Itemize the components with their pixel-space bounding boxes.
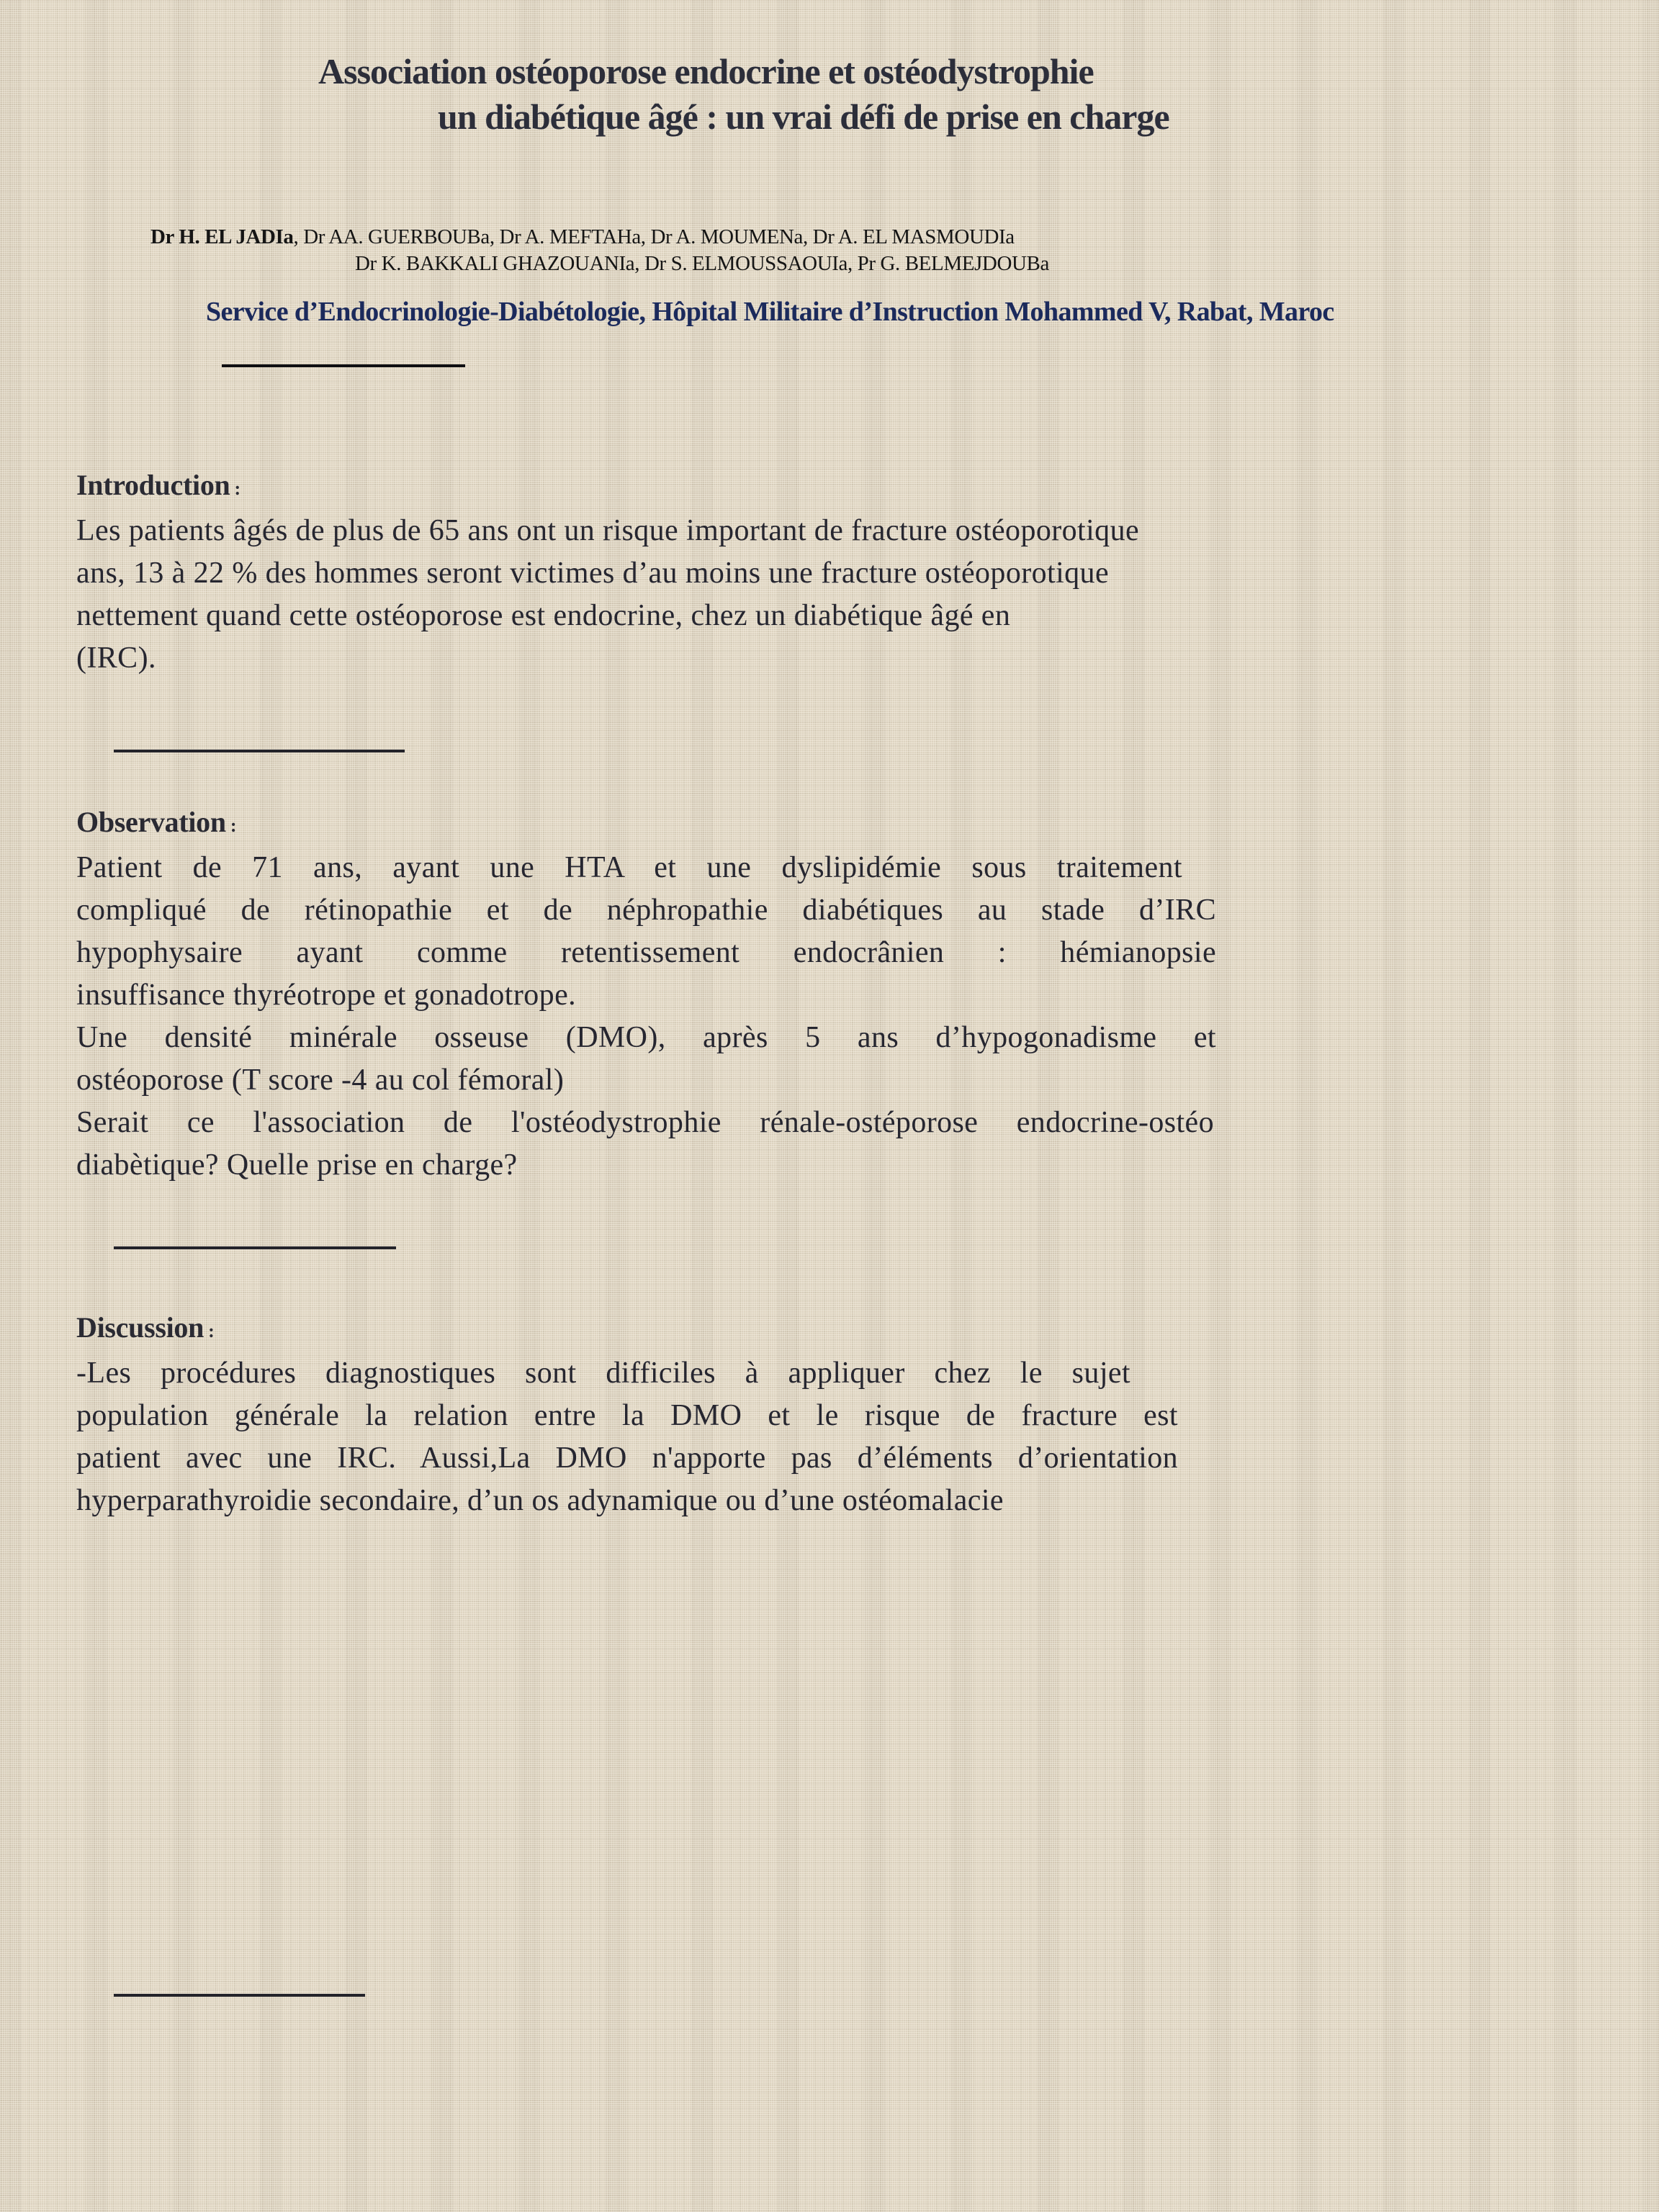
observation-section — [76, 808, 1216, 1187]
introduction-section — [76, 471, 1345, 680]
section-divider — [114, 1994, 365, 1997]
paragraph-line: Une densité minérale osseuse (DMO), après 5 ans d’hypogonadisme et — [76, 1021, 1216, 1054]
section-divider — [114, 1246, 396, 1249]
heading-colon: : — [208, 1321, 215, 1341]
poster-title-line-2: un diabétique âgé : un vrai défi de prise en charge — [438, 96, 1169, 137]
section-divider — [114, 750, 405, 752]
paragraph-line: Les patients âgés de plus de 65 ans ont un risque important de fracture ostéoporotique — [76, 514, 1140, 547]
paragraph-line: (IRC). — [76, 642, 156, 675]
observation-heading — [76, 808, 1216, 837]
paragraph-line: diabètique? Quelle prise en charge? — [76, 1148, 518, 1182]
paragraph-line: -Les procédures diagnostiques sont difficiles à appliquer chez le sujet — [76, 1357, 1130, 1390]
heading-colon: : — [234, 478, 240, 499]
introduction-heading — [76, 471, 1345, 500]
heading-colon: : — [230, 815, 237, 836]
authors-line-1 — [150, 227, 1015, 248]
co-authors: , Dr AA. GUERBOUBa, Dr A. MEFTAHa, Dr A. MOUMENa, Dr A. EL MASMOUDIa — [293, 225, 1015, 248]
discussion-section — [76, 1313, 1178, 1522]
paragraph-line: hyperparathyroidie secondaire, d’un os adynamique ou d’une ostéomalacie — [76, 1484, 1004, 1517]
paragraph-line: compliqué de rétinopathie et de néphropathie diabétiques au stade d’IRC — [76, 894, 1216, 927]
header-divider — [222, 364, 465, 367]
paragraph-line: hypophysaire ayant comme retentissement endocrânien : hémianopsie — [76, 936, 1216, 969]
lead-author: Dr H. EL JADIa — [150, 225, 294, 248]
observation-heading-text: Observation — [76, 806, 226, 838]
paragraph-line: nettement quand cette ostéoporose est endocrine, chez un diabétique âgé en — [76, 599, 1011, 632]
paragraph-line: ans, 13 à 22 % des hommes seront victimes d’au moins une fracture ostéoporotique — [76, 557, 1109, 590]
poster-title-line-1: Association ostéoporose endocrine et ostéodystrophie — [318, 51, 1094, 91]
paragraph-line: insuffisance thyréotrope et gonadotrope. — [76, 979, 577, 1012]
paragraph-line: Patient de 71 ans, ayant une HTA et une dyslipidémie sous traitement — [76, 851, 1182, 884]
paragraph-line: ostéoporose (T score -4 au col fémoral) — [76, 1064, 565, 1097]
affiliation: Service d’Endocrinologie-Diabétologie, Hôpital Militaire d’Instruction Mohammed V, Rabat, Maroc — [206, 297, 1334, 327]
authors-line-2: Dr K. BAKKALI GHAZOUANIa, Dr S. ELMOUSSAOUIa, Pr G. BELMEJDOUBa — [355, 252, 1049, 275]
paragraph-line: population générale la relation entre la DMO et le risque de fracture est — [76, 1399, 1178, 1432]
introduction-heading-text: Introduction — [76, 469, 230, 501]
paragraph-line: patient avec une IRC. Aussi,La DMO n'apporte pas d’éléments d’orientation — [76, 1442, 1178, 1475]
discussion-heading — [76, 1313, 1178, 1342]
paragraph-line: Serait ce l'association de l'ostéodystrophie rénale-ostéporose endocrine-ostéo — [76, 1106, 1214, 1139]
discussion-heading-text: Discussion — [76, 1311, 204, 1344]
